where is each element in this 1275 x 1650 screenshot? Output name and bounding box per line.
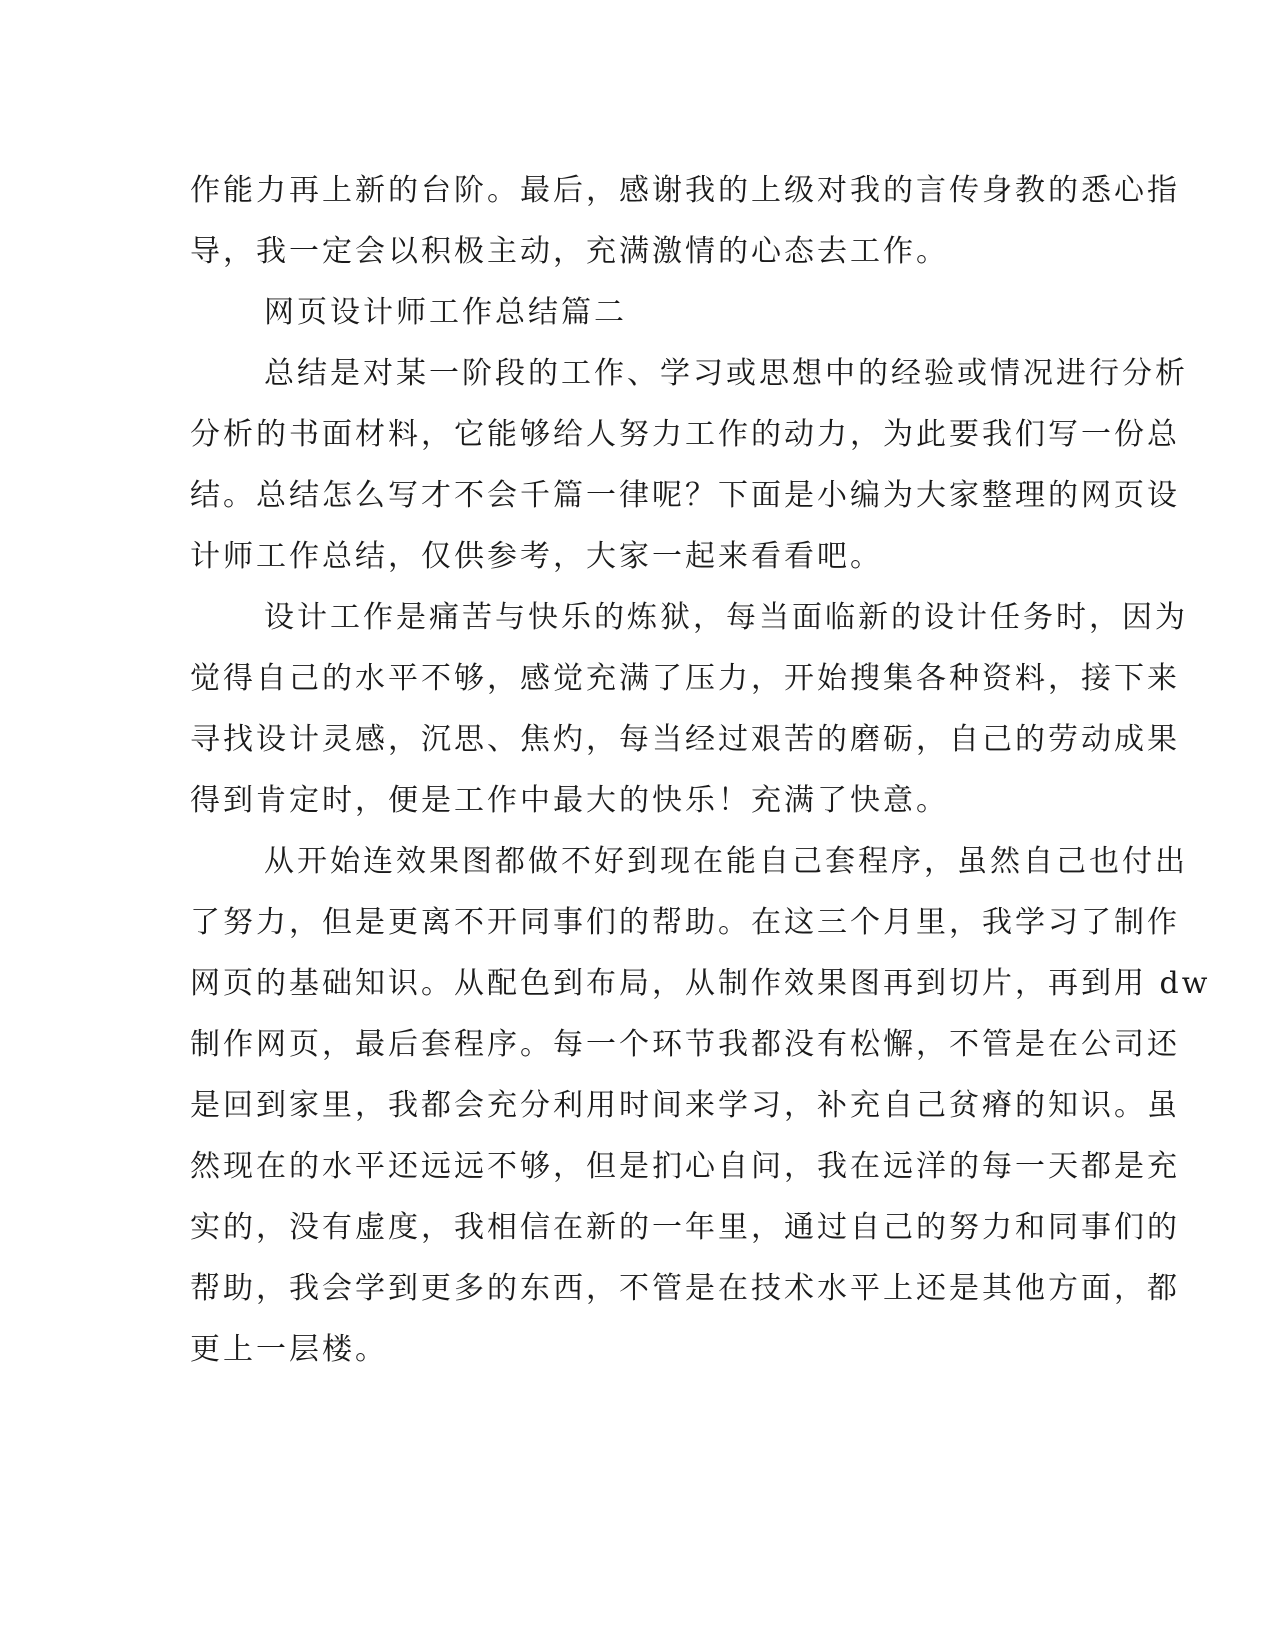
text-line-19: 帮助，我会学到更多的东西，不管是在技术水平上还是其他方面，都	[190, 1271, 1180, 1306]
text-line-17: 然现在的水平还远远不够，但是扪心自问，我在远洋的每一天都是充	[190, 1149, 1180, 1184]
text-line-18: 实的，没有虚度，我相信在新的一年里，通过自己的努力和同事们的	[190, 1210, 1180, 1245]
text-line-11: 得到肯定时，便是工作中最大的快乐！充满了快意。	[190, 783, 949, 818]
text-line-12: 从开始连效果图都做不好到现在能自己套程序，虽然自己也付出	[264, 844, 1188, 879]
text-line-13: 了努力，但是更离不开同事们的帮助。在这三个月里，我学习了制作	[190, 905, 1180, 940]
text-line-7: 计师工作总结，仅供参考，大家一起来看看吧。	[190, 539, 883, 574]
text-line-20: 更上一层楼。	[190, 1332, 388, 1367]
text-line-16: 是回到家里，我都会充分利用时间来学习，补充自己贫瘠的知识。虽	[190, 1088, 1180, 1123]
text-line-4: 总结是对某一阶段的工作、学习或思想中的经验或情况进行分析	[264, 356, 1188, 391]
body-text	[190, 160, 1211, 1380]
text-line-15: 制作网页，最后套程序。每一个环节我都没有松懈，不管是在公司还	[190, 1027, 1180, 1062]
text-line-2: 导，我一定会以积极主动，充满激情的心态去工作。	[190, 234, 949, 269]
text-line-10: 寻找设计灵感，沉思、焦灼，每当经过艰苦的磨砺，自己的劳动成果	[190, 722, 1180, 757]
text-line-6: 结。总结怎么写才不会千篇一律呢？下面是小编为大家整理的网页设	[190, 478, 1180, 513]
text-line-14: 网页的基础知识。从配色到布局，从制作效果图再到切片，再到用 dw	[190, 966, 1211, 1001]
section-heading: 网页设计师工作总结篇二	[264, 295, 627, 330]
text-line-8: 设计工作是痛苦与快乐的炼狱，每当面临新的设计任务时，因为	[264, 600, 1188, 635]
text-line-5: 分析的书面材料，它能够给人努力工作的动力，为此要我们写一份总	[190, 417, 1180, 452]
text-line-9: 觉得自己的水平不够，感觉充满了压力，开始搜集各种资料，接下来	[190, 661, 1180, 696]
text-line-1: 作能力再上新的台阶。最后，感谢我的上级对我的言传身教的悉心指	[190, 173, 1180, 208]
